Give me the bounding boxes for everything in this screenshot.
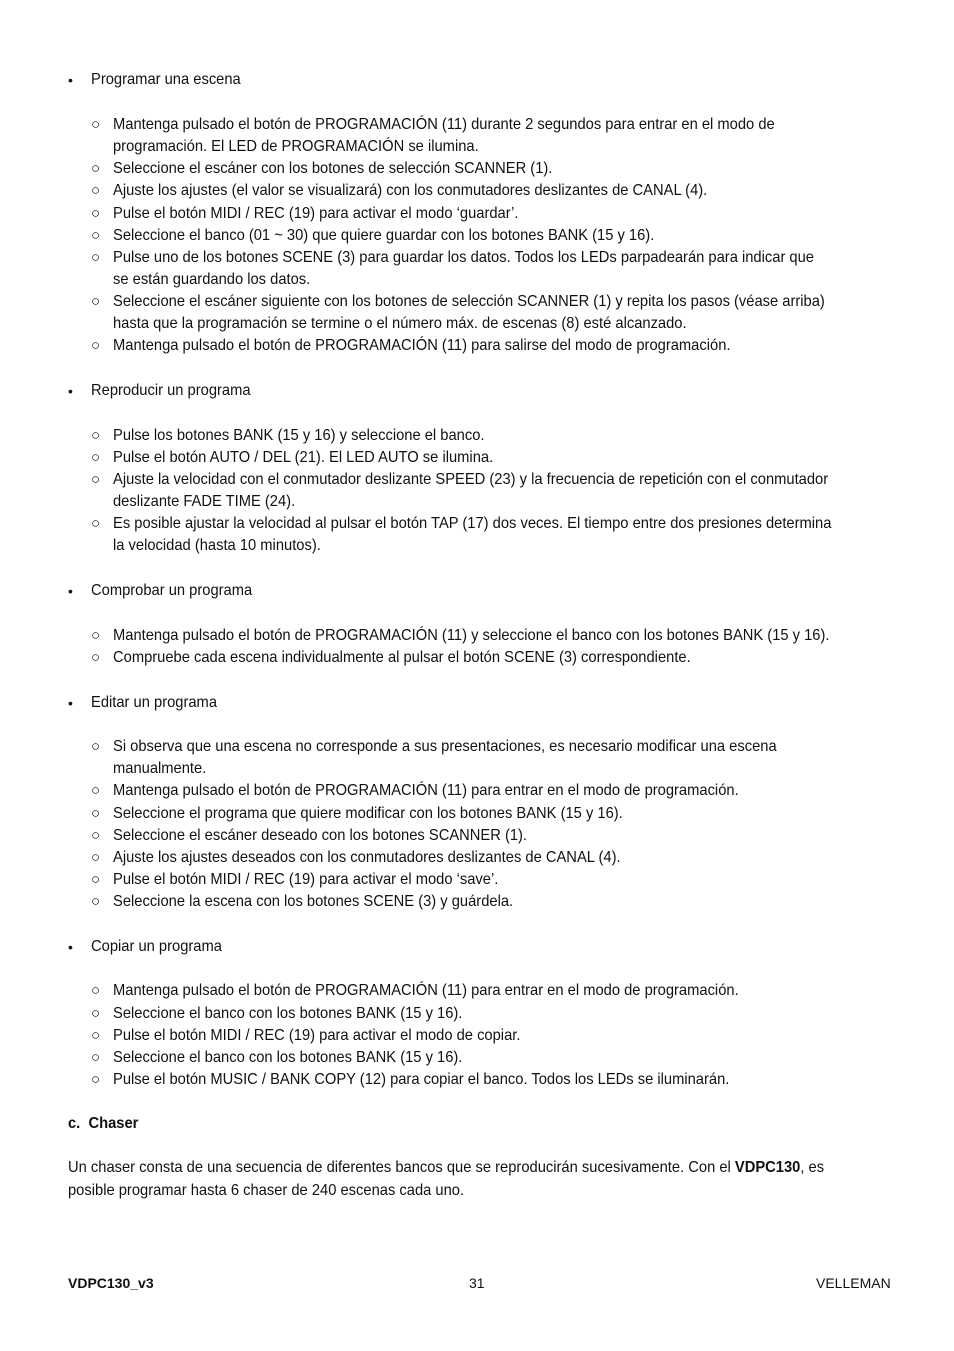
list-item — [113, 158, 886, 180]
list-item-line: Seleccione el escáner siguiente con los botones de selección SCANNER (1) y repita los pasos (véase arriba) — [113, 293, 825, 310]
list-item — [113, 335, 886, 357]
list-item-line: Ajuste la velocidad con el conmutador deslizante SPEED (23) y la frecuencia de repetición con el conmutador — [113, 471, 829, 488]
list-item — [113, 869, 886, 891]
list-item-line: Pulse el botón AUTO / DEL (21). El LED AUTO se ilumina. — [113, 449, 494, 466]
list-item — [113, 291, 886, 335]
list-item — [113, 447, 886, 469]
sub-bullet: ○ — [91, 738, 101, 755]
list-item — [113, 1069, 886, 1091]
sub-bullet: ○ — [91, 649, 101, 666]
sub-bullet: ○ — [91, 982, 101, 999]
list-item — [113, 780, 886, 802]
section-title: Comprobar un programa — [91, 582, 253, 599]
list-item — [113, 847, 886, 869]
list-item-line: Mantenga pulsado el botón de PROGRAMACIÓN (11) durante 2 segundos para entrar en el modo de — [113, 116, 775, 133]
sub-bullet: ○ — [91, 827, 101, 844]
paragraph-text: , es — [800, 1159, 825, 1176]
sub-bullet: ○ — [91, 1027, 101, 1044]
section-title: Editar un programa — [91, 694, 218, 711]
sub-bullet: ○ — [91, 427, 101, 444]
list-item-line: Si observa que una escena no corresponde a sus presentaciones, es necesario modificar una escena — [113, 738, 777, 755]
sub-bullet: ○ — [91, 1049, 101, 1066]
list-item-line: Seleccione el programa que quiere modificar con los botones BANK (15 y 16). — [113, 805, 623, 822]
heading-number: c. — [68, 1115, 81, 1132]
paragraph-text: Un chaser consta de una secuencia de diferentes bancos que se reproducirán sucesivamente. Con el — [68, 1159, 735, 1176]
bullet: • — [68, 939, 73, 955]
list-item-line: Seleccione el banco con los botones BANK (15 y 16). — [113, 1049, 463, 1066]
list-item — [113, 469, 886, 513]
list-item-line: Seleccione el escáner con los botones de selección SCANNER (1). — [113, 160, 553, 177]
sub-bullet: ○ — [91, 471, 101, 488]
section-title: Reproducir un programa — [91, 382, 251, 399]
bullet: • — [68, 72, 73, 88]
sub-bullet: ○ — [91, 449, 101, 466]
sub-bullet: ○ — [91, 515, 101, 532]
list-item-line: deslizante FADE TIME (24). — [113, 493, 296, 510]
sub-bullet: ○ — [91, 249, 101, 266]
list-item — [113, 625, 886, 647]
list-item — [113, 203, 886, 225]
list-item — [113, 513, 886, 557]
sub-bullet: ○ — [91, 627, 101, 644]
list-item-line: la velocidad (hasta 10 minutos). — [113, 537, 321, 554]
list-item-line: Pulse uno de los botones SCENE (3) para guardar los datos. Todos los LEDs parpadearán para indicar que — [113, 249, 814, 266]
section-heading — [68, 1113, 138, 1135]
bullet: • — [68, 695, 73, 711]
list-item — [113, 803, 886, 825]
footer-doc-id: VDPC130_v3 — [68, 1275, 154, 1291]
list-item-line: Seleccione el escáner deseado con los botones SCANNER (1). — [113, 827, 528, 844]
heading-title: Chaser — [88, 1115, 139, 1132]
list-item — [113, 225, 886, 247]
list-item — [113, 425, 886, 447]
sub-bullet: ○ — [91, 160, 101, 177]
sub-bullet: ○ — [91, 182, 101, 199]
sub-bullet: ○ — [91, 227, 101, 244]
sub-bullet: ○ — [91, 849, 101, 866]
sub-bullet: ○ — [91, 1071, 101, 1088]
page-number: 31 — [469, 1275, 485, 1291]
list-item-line: Pulse el botón MIDI / REC (19) para activar el modo ‘guardar’. — [113, 205, 519, 222]
list-item-line: Mantenga pulsado el botón de PROGRAMACIÓN (11) para entrar en el modo de programación. — [113, 982, 739, 999]
list-item — [113, 1025, 886, 1047]
list-item-line: Compruebe cada escena individualmente al pulsar el botón SCENE (3) correspondiente. — [113, 649, 691, 666]
list-item — [113, 736, 886, 780]
list-item-line: Pulse el botón MIDI / REC (19) para activar el modo ‘save’. — [113, 871, 499, 888]
paragraph-line — [68, 1157, 824, 1179]
list-item — [113, 647, 886, 669]
list-item — [113, 114, 886, 158]
list-item-line: programación. El LED de PROGRAMACIÓN se ilumina. — [113, 138, 479, 155]
list-item-line: Ajuste los ajustes deseados con los conmutadores deslizantes de CANAL (4). — [113, 849, 621, 866]
list-item — [113, 1003, 886, 1025]
list-item-line: Ajuste los ajustes (el valor se visualizará) con los conmutadores deslizantes de CANAL (4). — [113, 182, 708, 199]
sub-bullet: ○ — [91, 293, 101, 310]
list-item — [113, 247, 886, 291]
list-item-line: Seleccione el banco con los botones BANK (15 y 16). — [113, 1005, 463, 1022]
sub-bullet: ○ — [91, 871, 101, 888]
list-item-line: Mantenga pulsado el botón de PROGRAMACIÓN (11) y seleccione el banco con los botones BANK (15 y 16). — [113, 627, 830, 644]
list-item — [113, 891, 886, 913]
product-code: VDPC130 — [734, 1159, 801, 1176]
list-item — [113, 180, 886, 202]
list-item-line: Pulse el botón MIDI / REC (19) para activar el modo de copiar. — [113, 1027, 521, 1044]
sub-bullet: ○ — [91, 205, 101, 222]
sub-bullet: ○ — [91, 805, 101, 822]
list-item-line: hasta que la programación se termine o el número máx. de escenas (8) esté alcanzado. — [113, 315, 687, 332]
sub-bullet: ○ — [91, 893, 101, 910]
list-item — [113, 980, 886, 1002]
sub-bullet: ○ — [91, 116, 101, 133]
section-title: Copiar un programa — [91, 938, 222, 955]
sub-bullet: ○ — [91, 337, 101, 354]
list-item-line: Seleccione la escena con los botones SCENE (3) y guárdela. — [113, 893, 514, 910]
list-item-line: Mantenga pulsado el botón de PROGRAMACIÓN (11) para salirse del modo de programación. — [113, 337, 731, 354]
list-item — [113, 825, 886, 847]
list-item-line: se están guardando los datos. — [113, 271, 311, 288]
list-item-line: Pulse los botones BANK (15 y 16) y seleccione el banco. — [113, 427, 485, 444]
sub-bullet: ○ — [91, 782, 101, 799]
list-item — [113, 1047, 886, 1069]
section-title: Programar una escena — [91, 71, 241, 88]
sub-bullet: ○ — [91, 1005, 101, 1022]
list-item-line: Mantenga pulsado el botón de PROGRAMACIÓN (11) para entrar en el modo de programación. — [113, 782, 739, 799]
list-item-line: Pulse el botón MUSIC / BANK COPY (12) para copiar el banco. Todos los LEDs se iluminarán. — [113, 1071, 730, 1088]
bullet: • — [68, 383, 73, 399]
footer-brand: VELLEMAN — [816, 1275, 891, 1291]
paragraph-line: posible programar hasta 6 chaser de 240 escenas cada uno. — [68, 1182, 465, 1199]
list-item-line: Seleccione el banco (01 ~ 30) que quiere guardar con los botones BANK (15 y 16). — [113, 227, 655, 244]
list-item-line: manualmente. — [113, 760, 207, 777]
list-item-line: Es posible ajustar la velocidad al pulsar el botón TAP (17) dos veces. El tiempo entre dos presiones determina — [113, 515, 832, 532]
bullet: • — [68, 583, 73, 599]
